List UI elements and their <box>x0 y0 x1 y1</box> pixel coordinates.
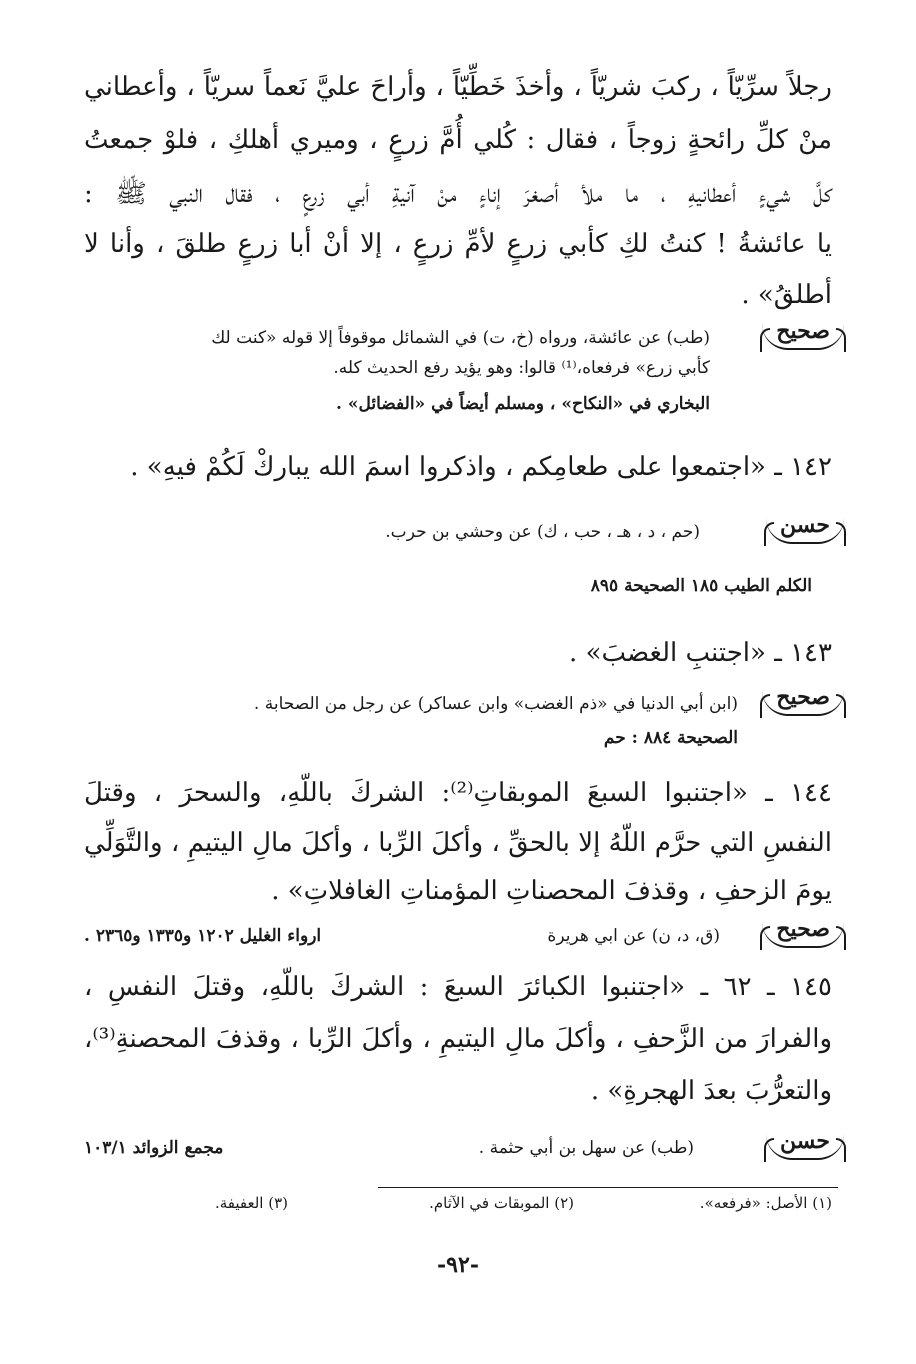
hadith-144-line-3: يومَ الزحفِ ، وقذفَ المحصناتِ المؤمناتِ الغافلاتِ» . <box>271 876 832 906</box>
reference-141: البخاري في «النكاح» ، ومسلم أيضاً في «الفضائل» . <box>336 394 710 414</box>
hadith-141-line-4: يا عائشةُ ! كنتُ لكِ كأبي زرعٍ لأمِّ زرعٍ ، إلا أنْ أبا زرعٍ طلقَ ، وأنا لا <box>84 229 832 259</box>
grade-badge-144: صحيح <box>762 916 844 948</box>
source-142: (حم ، د ، هـ ، حب ، ك) عن وحشي بن حرب. <box>385 522 700 542</box>
page-number: -٩٢- <box>437 1252 479 1278</box>
reference-143: الصحيحة ٨٨٤ : حم <box>603 728 738 748</box>
hadith-145-line-2: والفرارَ من الزَّحفِ ، وأكلَ مالِ اليتيمِ ، وأكلَ الرِّبا ، وقذفَ المحصنةِ⁽³⁾، <box>84 1024 832 1054</box>
hadith-144-line-2: النفسِ التي حرَّم اللّهُ إلا بالحقِّ ، وأكلَ الرِّبا ، وأكلَ مالِ اليتيمِ ، والتَّوَلِّي <box>84 828 832 858</box>
source-141-line-1: (طب) عن عائشة، ورواه (خ، ت) في الشمائل موقوفاً إلا قوله «كنت لك <box>211 328 710 348</box>
source-144: (ق، د، ن) عن ابي هريرة <box>547 926 720 946</box>
reference-145: مجمع الزوائد ١٠٣/١ <box>84 1138 224 1158</box>
footnote-divider <box>378 1187 838 1188</box>
hadith-145-line-3: والتعرُّبَ بعدَ الهجرةِ» . <box>590 1076 832 1106</box>
footnote-3: (٣) العفيفة. <box>214 1194 288 1212</box>
source-141-line-2: كأبي زرع» فرفعاه،⁽¹⁾ قالوا: وهو يؤيد رفع الحديث كله. <box>333 358 710 378</box>
grade-badge-145: حسن <box>766 1128 844 1160</box>
grade-badge-143: صحيح <box>762 684 844 716</box>
reference-144: ارواء الغليل ١٢٠٢ و١٣٣٥ و٢٣٦٥ . <box>84 926 322 946</box>
hadith-141-line-1: رجلاً سرِّيّاً ، ركبَ شريّاً ، وأخذَ خَطِّيّاً ، وأراحَ عليَّ نَعماً سريّاً ، وأعطاني <box>84 72 832 102</box>
hadith-141-line-3: كلَّ شيءٍ أعطانيهِ ، ما ملأ أصغرَ إناءٍ منْ آنيةِ أبي زرعٍ ، فقال النبي ﷺ : <box>84 179 832 209</box>
grade-badge-141: صحيح <box>762 318 844 350</box>
hadith-141-line-2: منْ كلِّ رائحةٍ زوجاً ، فقال : كُلي أُمَّ زرعٍ ، وميري أهلكِ ، فلوْ جمعتُ <box>84 125 832 155</box>
footnote-1: (١) الأصل: «فرفعه». <box>699 1194 832 1212</box>
hadith-141-line-5: أطلقُ» . <box>741 280 832 310</box>
grade-badge-142: حسن <box>766 512 844 544</box>
hadith-143: ١٤٣ ـ «اجتنبِ الغضبَ» . <box>569 638 832 668</box>
hadith-142: ١٤٢ ـ «اجتمعوا على طعامِكم ، واذكروا اسمَ الله يباركْ لَكُمْ فيهِ» . <box>130 452 832 482</box>
footnote-2: (٢) الموبقات في الآثام. <box>429 1194 574 1212</box>
source-145: (طب) عن سهل بن أبي حثمة . <box>478 1138 694 1158</box>
source-143: (ابن أبي الدنيا في «ذم الغضب» وابن عساكر) عن رجل من الصحابة . <box>253 694 738 714</box>
hadith-145-line-1: ١٤٥ ـ ٦٢ ـ «اجتنبوا الكبائرَ السبعَ : الشركَ باللّهِ، وقتلَ النفسِ ، <box>84 972 832 1002</box>
reference-142: الكلم الطيب ١٨٥ الصحيحة ٨٩٥ <box>590 576 812 596</box>
hadith-144-line-1: ١٤٤ ـ «اجتنبوا السبعَ الموبقاتِ⁽²⁾: الشركَ باللّهِ، والسحرَ ، وقتلَ <box>84 778 832 808</box>
